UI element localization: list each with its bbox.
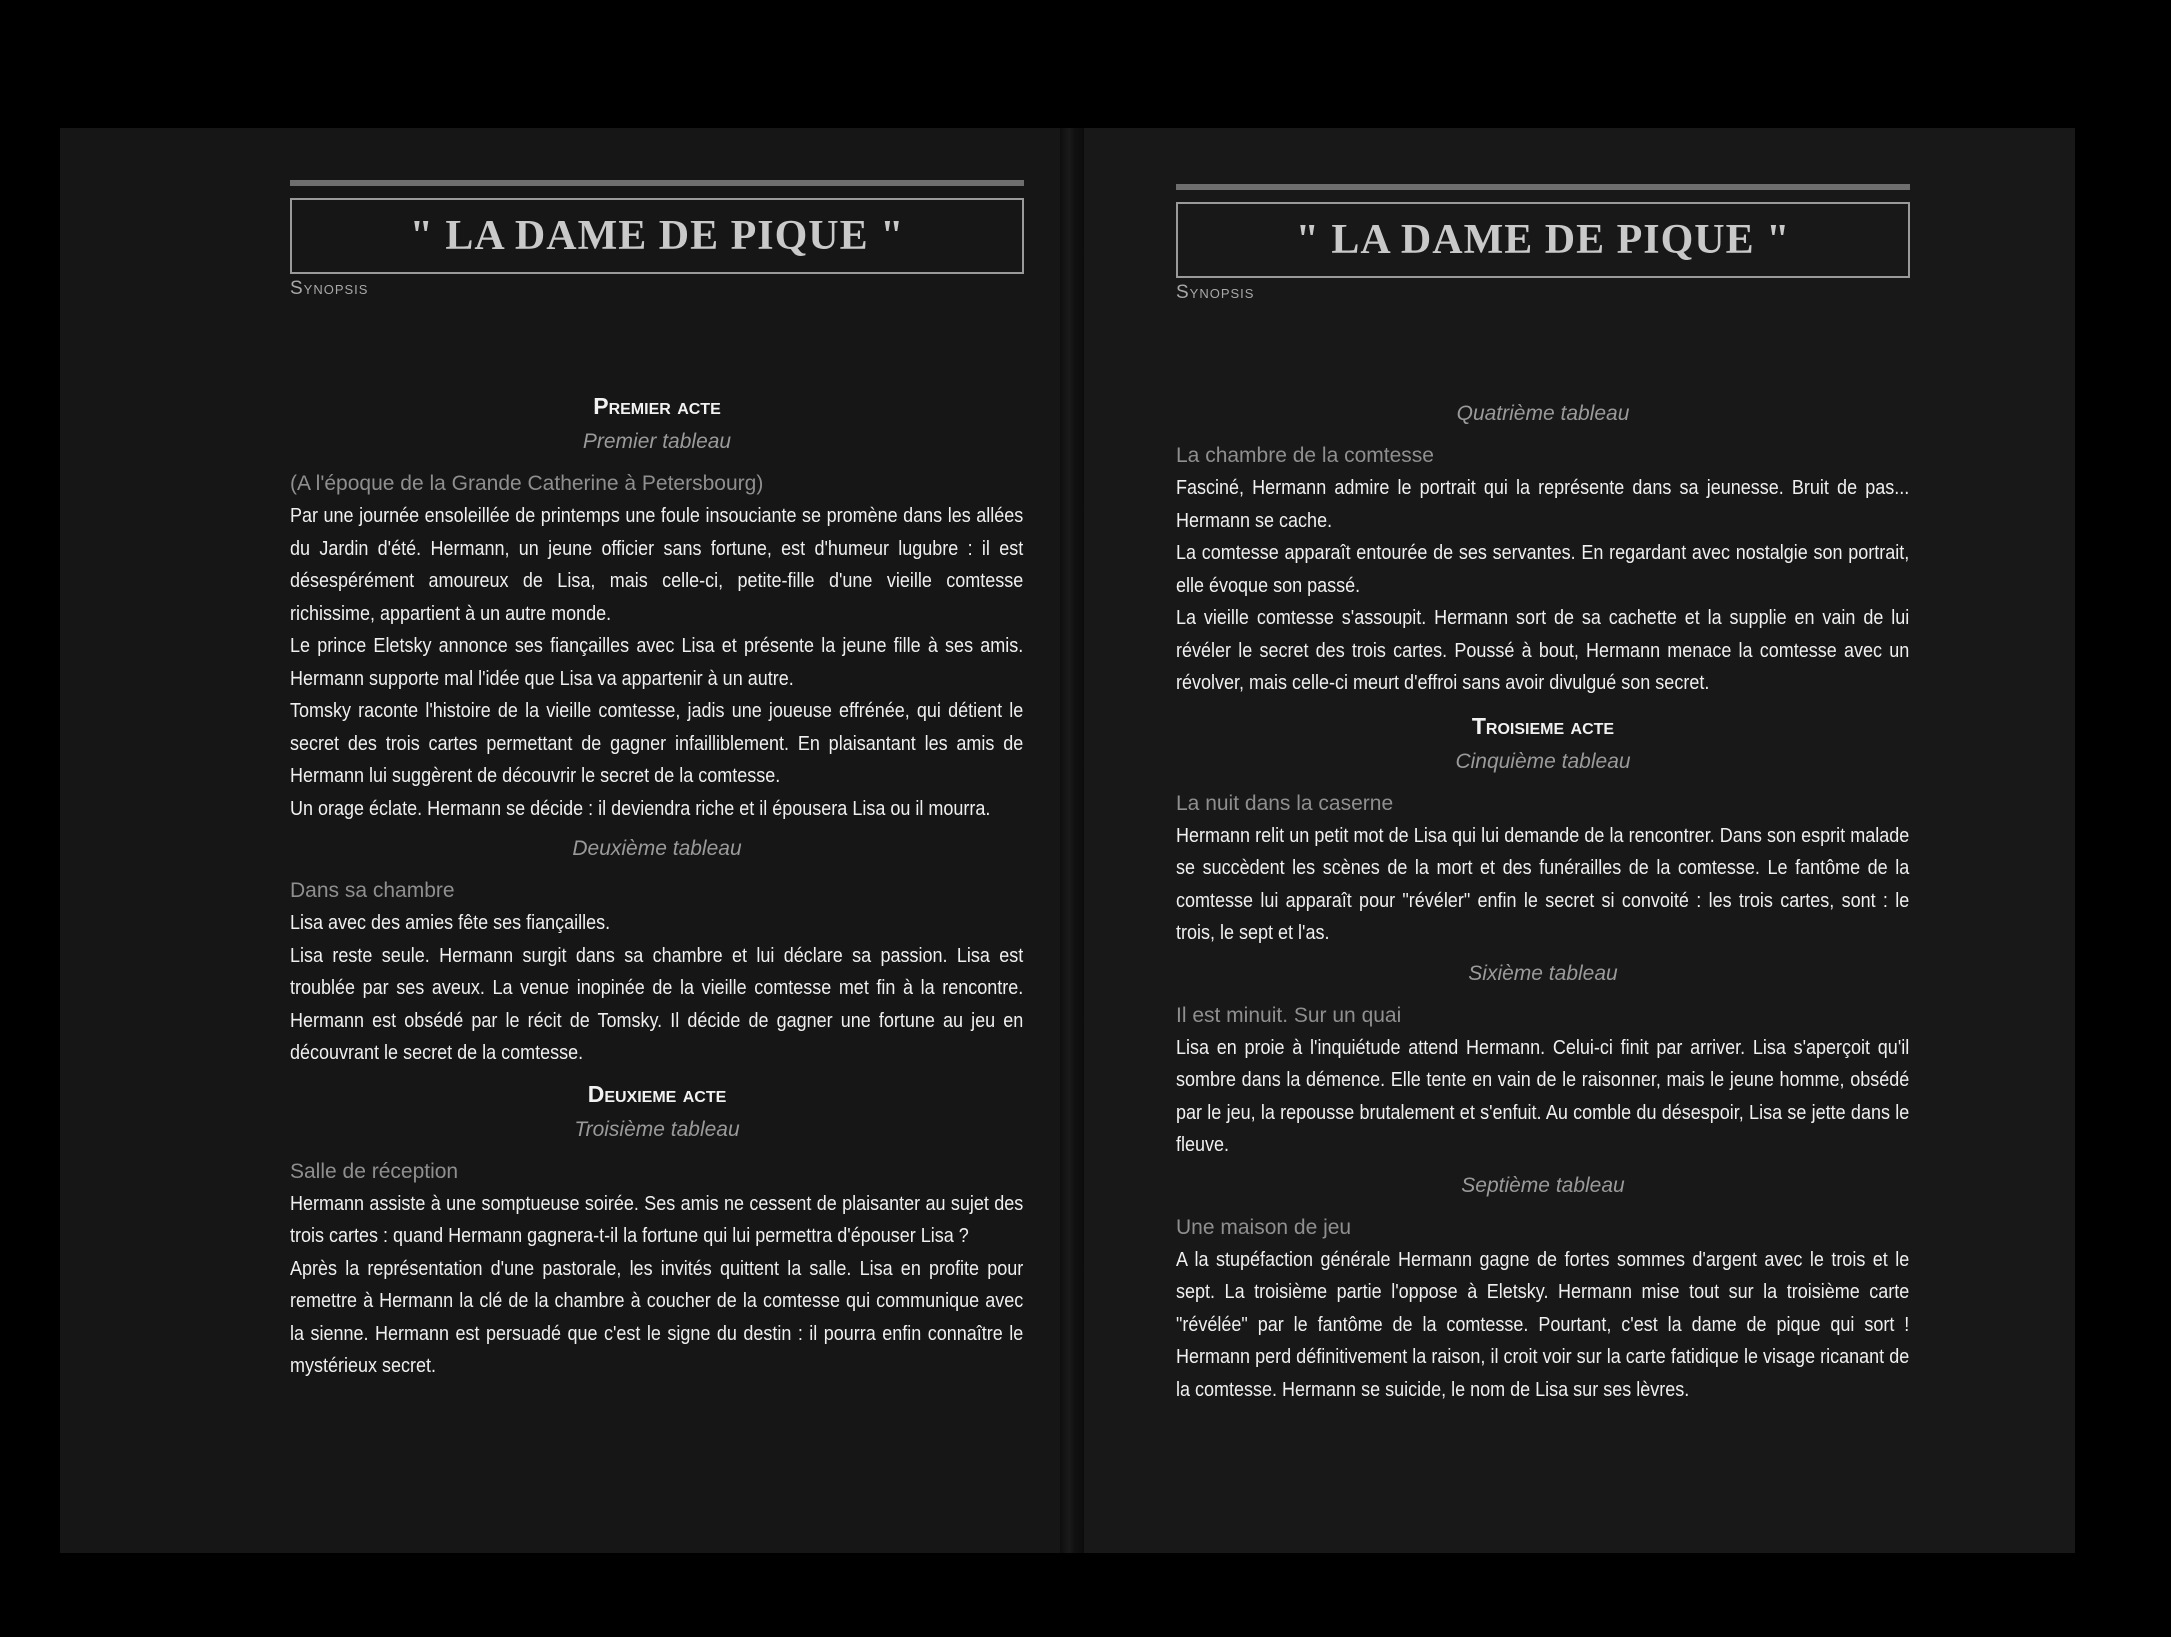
- paragraph: La comtesse apparaît entourée de ses servantes. En regardant avec nostalgie son portrait, elle évoque son passé.: [1176, 542, 1910, 597]
- paragraph: Un orage éclate. Hermann se décide : il deviendra riche et il épousera Lisa ou il mourra.: [290, 797, 991, 820]
- paragraph: Hermann assiste à une somptueuse soirée. Ses amis ne cessent de plaisanter au sujet des trois cartes : quand Hermann gagnera-t-il la fortune qui lui permettra d'épouser Lisa ?: [290, 1192, 1024, 1247]
- act-heading: Deuxieme acte: [587, 1080, 727, 1107]
- scene-heading: Salle de réception: [290, 1159, 459, 1183]
- paragraph: Lisa avec des amies fête ses fiançailles.: [290, 912, 611, 934]
- paragraph: Lisa reste seule. Hermann surgit dans sa chambre et lui déclare sa passion. Lisa est troublée par ses aveux. La venue inopinée de la vieille comtesse met fin à la rencontre. Hermann est obsédé par le récit de Tomsky. Il décide de gagner une fortune au jeu en découvrant le secret de la comtesse.: [290, 944, 1024, 1064]
- tableau-heading: Sixième tableau: [1468, 961, 1618, 985]
- paragraph: Par une journée ensoleillée de printemps une foule insouciante se promène dans les allées du Jardin d'été. Hermann, un jeune officier sans fortune, est d'humeur lugubre : il est désespérément amoureux de Lisa, mais celle-ci, petite-fille d'une vieille comtesse richissime, appartient à un autre monde.: [290, 505, 1024, 625]
- synopsis-label: Synopsis: [1176, 282, 1255, 303]
- scene-heading: Il est minuit. Sur un quai: [1176, 1003, 1402, 1027]
- act-heading: Premier acte: [593, 393, 721, 419]
- tableau-heading: Septième tableau: [1461, 1173, 1625, 1197]
- paragraph: Tomsky raconte l'histoire de la vieille comtesse, jadis une joueuse effrénée, qui détient le secret des trois cartes permettant de gagner infailliblement. En plaisantant les amis de Hermann lui suggèrent de découvrir le secret de la comtesse.: [290, 700, 1024, 787]
- header-rule: [290, 180, 1024, 186]
- tableau-heading: Cinquième tableau: [1455, 749, 1631, 773]
- tableau-heading: Troisième tableau: [574, 1117, 740, 1141]
- page-title: " LA DAME DE PIQUE ": [409, 213, 905, 259]
- paragraph: A la stupéfaction générale Hermann gagne de fortes sommes d'argent avec le trois et le sept. La troisième partie l'oppose à Eletsky. Hermann mise tout sur la troisième carte "révélée" par le fantôme de la comtesse. Pourtant, c'est la dame de pique qui sort ! Hermann perd définitivement la raison, il croit voir sur la carte fatidique le visage ricanant de la comtesse. Hermann se suicide, le nom de Lisa sur ses lèvres.: [1176, 1248, 1910, 1401]
- scene-heading: La nuit dans la caserne: [1176, 791, 1394, 815]
- paragraph: Après la représentation d'une pastorale, les invités quittent la salle. Lisa en profite pour remettre à Hermann la clé de la chambre à coucher de la comtesse qui communique avec la sienne. Hermann est persuadé que c'est le signe du destin : il pourra enfin connaître le mystérieux secret.: [290, 1257, 1024, 1377]
- header-rule: [1176, 184, 1910, 190]
- tableau-heading: Deuxième tableau: [572, 837, 742, 860]
- scene-heading: Dans sa chambre: [290, 879, 455, 902]
- booklet-spread: [60, 128, 2075, 1553]
- tableau-heading: Premier tableau: [582, 430, 732, 453]
- title-box: [290, 198, 1024, 274]
- synopsis-text: [290, 388, 1024, 1383]
- paragraph: Lisa en proie à l'inquiétude attend Hermann. Celui-ci finit par arriver. Lisa s'aperçoit qu'il sombre dans la démence. Elle tente en vain de le raisonner, mais le jeune homme, obsédé par le jeu, la repousse brutalement et s'enfuit. Au comble du désespoir, Lisa se jette dans le fleuve.: [1176, 1036, 1910, 1156]
- act-heading: Troisieme acte: [1471, 712, 1615, 739]
- title-box: [1176, 202, 1910, 278]
- page-title: " LA DAME DE PIQUE ": [1295, 217, 1791, 263]
- left-page: [60, 128, 1072, 1553]
- tableau-heading: Quatrième tableau: [1456, 402, 1630, 425]
- paragraph: La vieille comtesse s'assoupit. Hermann sort de sa cachette et la supplie en vain de lui révéler le secret des trois cartes. Poussé à bout, Hermann menace la comtesse avec un révolver, mais celle-ci meurt d'effroi sans avoir divulgué son secret.: [1176, 607, 1910, 694]
- synopsis-text: [1176, 396, 1910, 1406]
- scene-heading: Une maison de jeu: [1176, 1215, 1352, 1239]
- scene-heading: (A l'époque de la Grande Catherine à Petersbourg): [290, 472, 764, 495]
- paragraph: Fasciné, Hermann admire le portrait qui la représente dans sa jeunesse. Bruit de pas... Hermann se cache.: [1176, 477, 1910, 532]
- right-page: [1072, 128, 2075, 1553]
- right-page-content: [1176, 184, 1910, 1406]
- booklet-gutter: [1060, 128, 1084, 1553]
- paragraph: Hermann relit un petit mot de Lisa qui lui demande de la rencontrer. Dans son esprit malade se succèdent les scènes de la mort et des funérailles de la comtesse. Le fantôme de la comtesse lui apparaît pour "révéler" enfin le secret si convoité : les trois cartes, sont : le trois, le sept et l'as.: [1176, 824, 1910, 944]
- left-page-content: [290, 180, 1024, 1383]
- scene-heading: La chambre de la comtesse: [1176, 444, 1434, 467]
- paragraph: Le prince Eletsky annonce ses fiançailles avec Lisa et présente la jeune fille à ses amis. Hermann supporte mal l'idée que Lisa va appartenir à un autre.: [290, 635, 1024, 690]
- synopsis-label: Synopsis: [290, 278, 369, 299]
